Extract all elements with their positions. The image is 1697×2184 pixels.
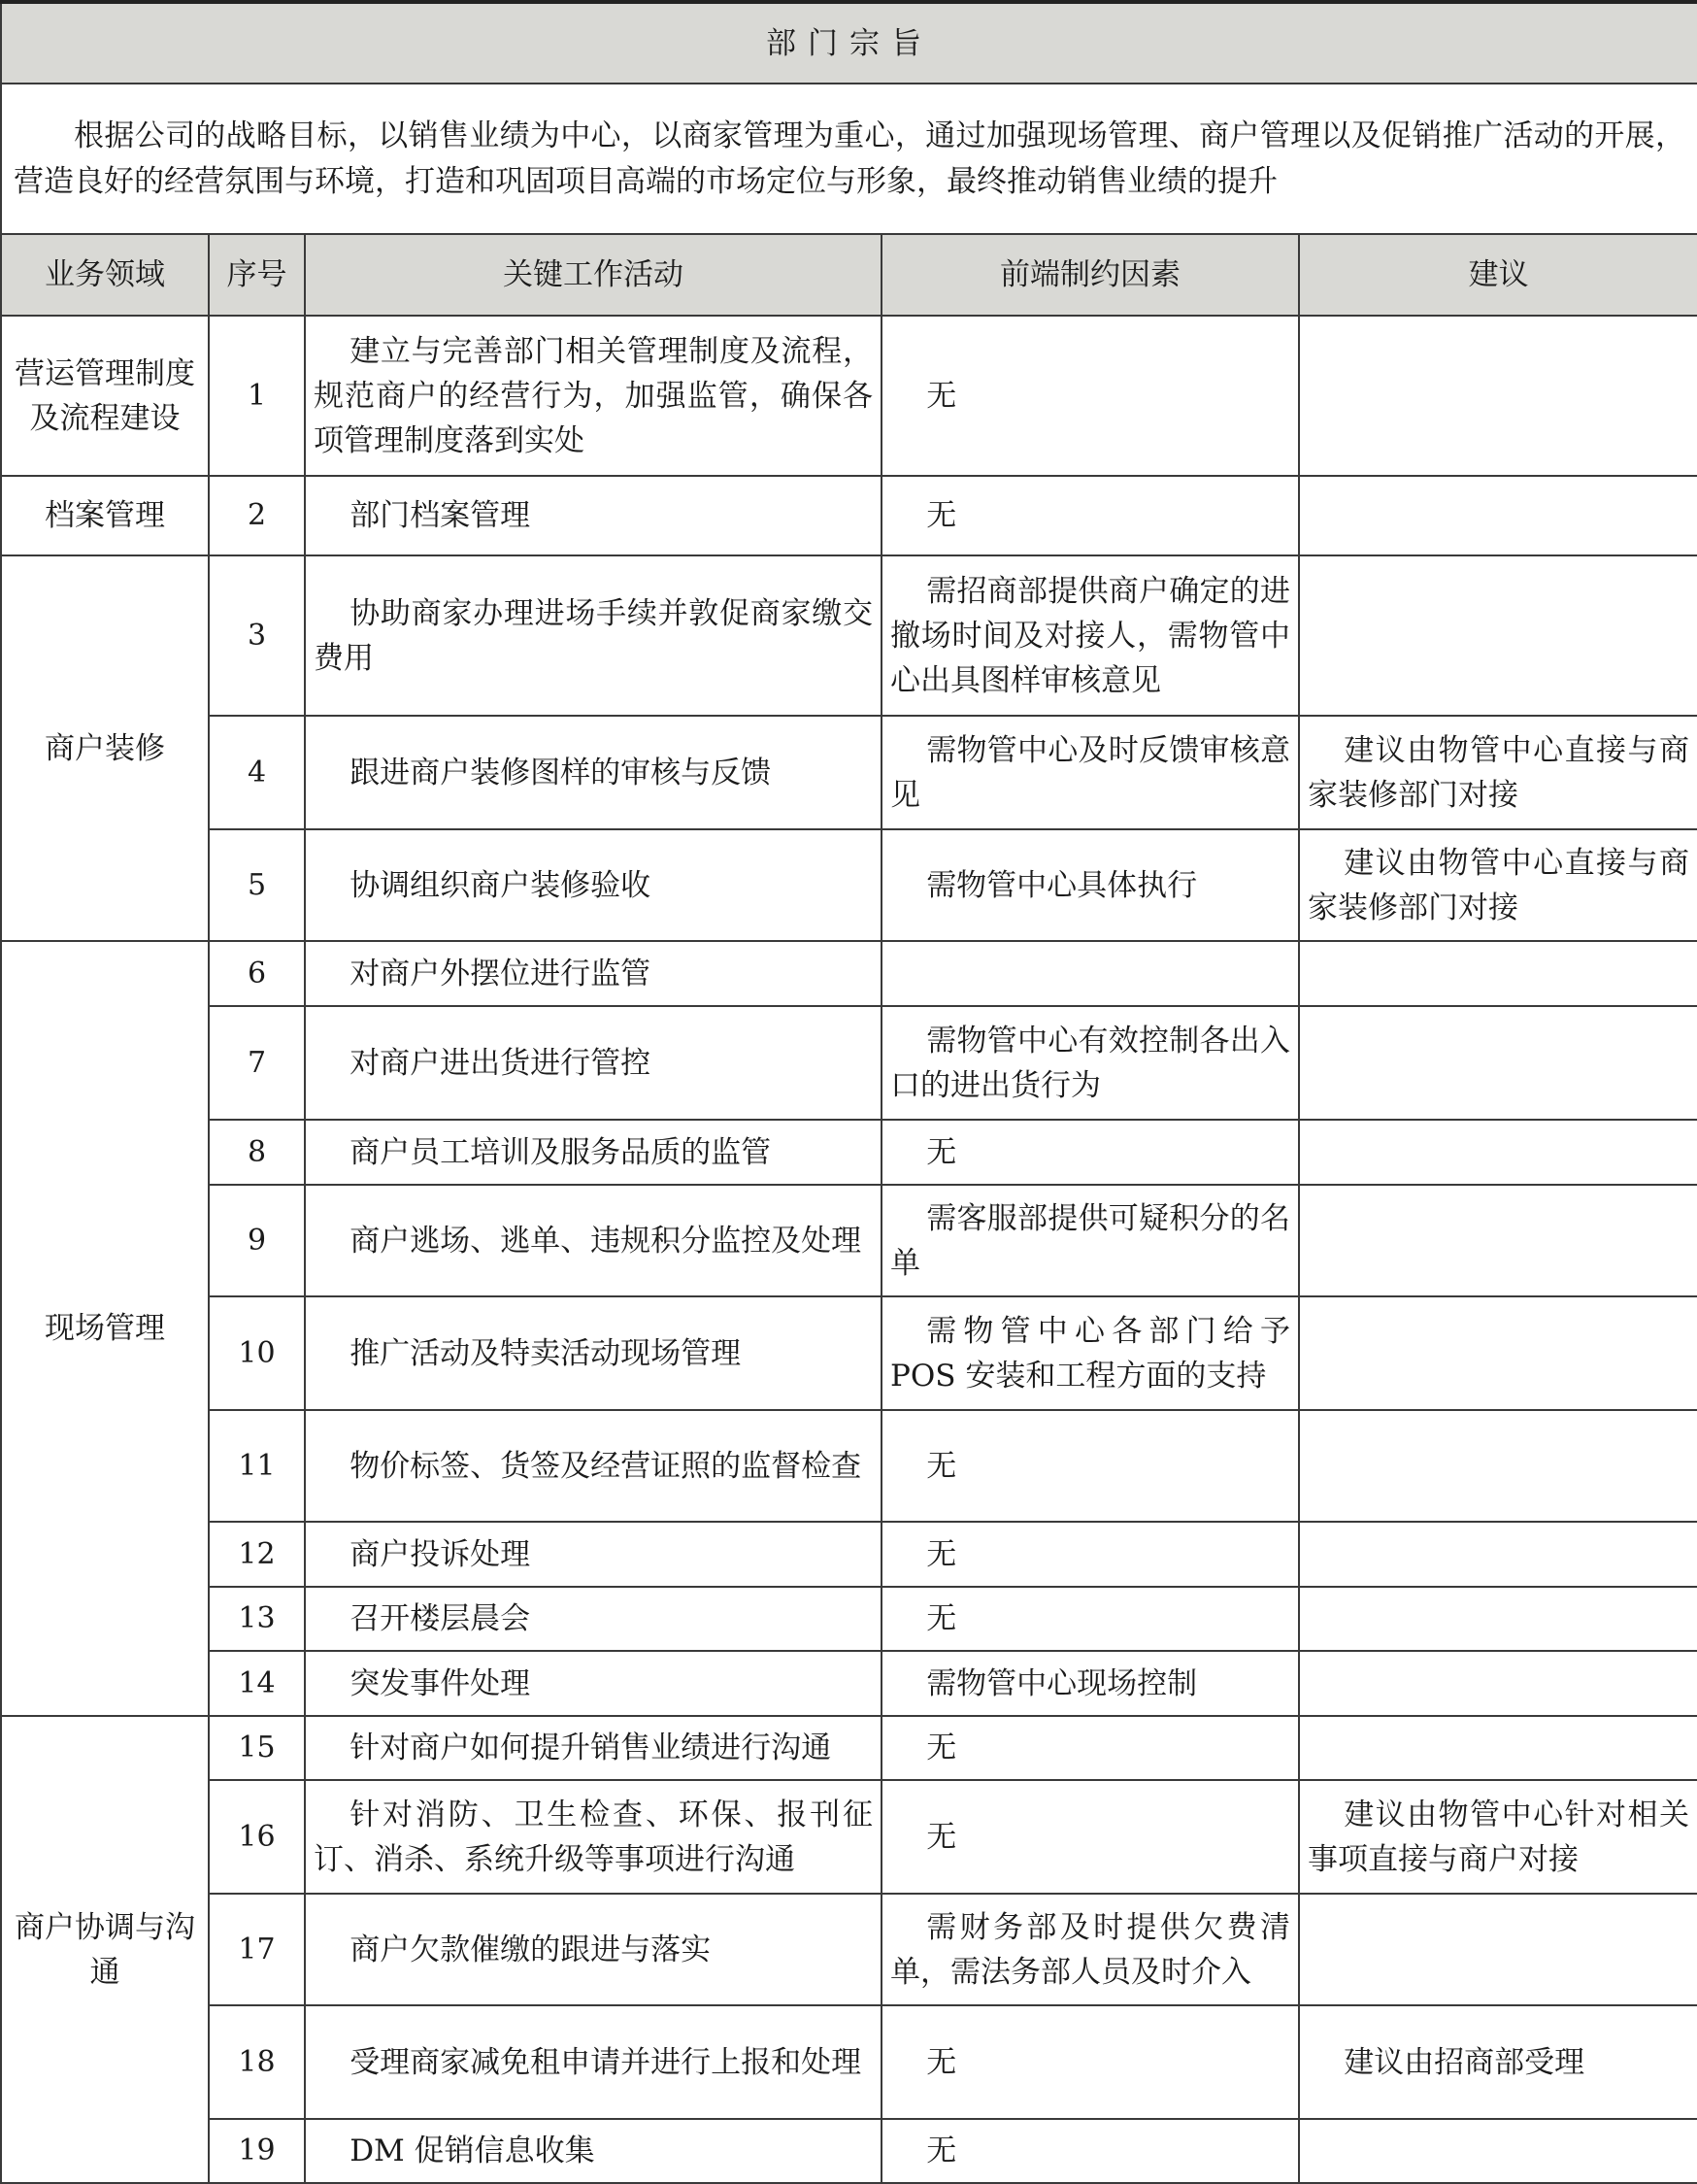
row-number: 13 bbox=[209, 1587, 305, 1651]
table-row bbox=[1, 1410, 1697, 1522]
activity-cell: 针对商户如何提升销售业绩进行沟通 bbox=[305, 1716, 882, 1780]
table-row bbox=[1, 476, 1697, 555]
activity-cell: 召开楼层晨会 bbox=[305, 1587, 882, 1651]
table-row bbox=[1, 1894, 1697, 2005]
page-title: 部门宗旨 bbox=[1, 2, 1697, 84]
row-number: 12 bbox=[209, 1522, 305, 1587]
row-number: 15 bbox=[209, 1716, 305, 1780]
area-cell: 现场管理 bbox=[1, 941, 209, 1716]
constraint-cell: 需物管中心有效控制各出入口的进出货行为 bbox=[882, 1006, 1299, 1120]
row-number: 5 bbox=[209, 829, 305, 941]
suggestion-cell: 建议由招商部受理 bbox=[1299, 2005, 1697, 2119]
activity-cell: 建立与完善部门相关管理制度及流程，规范商户的经营行为，加强监管，确保各项管理制度落到实处 bbox=[305, 316, 882, 476]
table-row bbox=[1, 716, 1697, 829]
table-row bbox=[1, 1120, 1697, 1185]
constraint-cell: 无 bbox=[882, 1120, 1299, 1185]
suggestion-cell bbox=[1299, 1006, 1697, 1120]
constraint-cell: 需物管中心及时反馈审核意见 bbox=[882, 716, 1299, 829]
suggestion-cell: 建议由物管中心直接与商家装修部门对接 bbox=[1299, 829, 1697, 941]
table-row bbox=[1, 1780, 1697, 1894]
table-row bbox=[1, 1522, 1697, 1587]
row-number: 2 bbox=[209, 476, 305, 555]
header-area: 业务领域 bbox=[1, 234, 209, 316]
suggestion-cell bbox=[1299, 1716, 1697, 1780]
suggestion-cell bbox=[1299, 1410, 1697, 1522]
constraint-cell: 需物管中心各部门给予POS 安装和工程方面的支持 bbox=[882, 1296, 1299, 1410]
table-row bbox=[1, 1651, 1697, 1716]
suggestion-cell: 建议由物管中心针对相关事项直接与商户对接 bbox=[1299, 1780, 1697, 1894]
suggestion-cell bbox=[1299, 1522, 1697, 1587]
activity-cell: 跟进商户装修图样的审核与反馈 bbox=[305, 716, 882, 829]
header-suggestion: 建议 bbox=[1299, 234, 1697, 316]
suggestion-cell bbox=[1299, 1587, 1697, 1651]
table-row bbox=[1, 2119, 1697, 2183]
constraint-cell: 需物管中心具体执行 bbox=[882, 829, 1299, 941]
row-number: 19 bbox=[209, 2119, 305, 2183]
activity-cell: 商户逃场、逃单、违规积分监控及处理 bbox=[305, 1185, 882, 1296]
row-number: 1 bbox=[209, 316, 305, 476]
table-row bbox=[1, 1185, 1697, 1296]
header-no: 序号 bbox=[209, 234, 305, 316]
constraint-cell: 无 bbox=[882, 1522, 1299, 1587]
area-cell: 商户装修 bbox=[1, 555, 209, 941]
constraint-cell bbox=[882, 941, 1299, 1006]
constraint-cell: 需招商部提供商户确定的进撤场时间及对接人，需物管中心出具图样审核意见 bbox=[882, 555, 1299, 716]
table-row bbox=[1, 1006, 1697, 1120]
activity-cell: 商户投诉处理 bbox=[305, 1522, 882, 1587]
table-row bbox=[1, 555, 1697, 716]
activity-cell: 协调组织商户装修验收 bbox=[305, 829, 882, 941]
row-number: 17 bbox=[209, 1894, 305, 2005]
row-number: 11 bbox=[209, 1410, 305, 1522]
row-number: 16 bbox=[209, 1780, 305, 1894]
title-row bbox=[1, 2, 1697, 84]
header-activity: 关键工作活动 bbox=[305, 234, 882, 316]
suggestion-cell bbox=[1299, 316, 1697, 476]
activity-cell: 物价标签、货签及经营证照的监督检查 bbox=[305, 1410, 882, 1522]
constraint-cell: 无 bbox=[882, 476, 1299, 555]
constraint-cell: 无 bbox=[882, 2005, 1299, 2119]
suggestion-cell bbox=[1299, 941, 1697, 1006]
table-row bbox=[1, 829, 1697, 941]
row-number: 3 bbox=[209, 555, 305, 716]
table-row bbox=[1, 316, 1697, 476]
row-number: 14 bbox=[209, 1651, 305, 1716]
constraint-cell: 需财务部及时提供欠费清单，需法务部人员及时介入 bbox=[882, 1894, 1299, 2005]
row-number: 7 bbox=[209, 1006, 305, 1120]
activity-cell: 受理商家减免租申请并进行上报和处理 bbox=[305, 2005, 882, 2119]
constraint-cell: 需物管中心现场控制 bbox=[882, 1651, 1299, 1716]
table-row bbox=[1, 941, 1697, 1006]
row-number: 9 bbox=[209, 1185, 305, 1296]
suggestion-cell bbox=[1299, 1296, 1697, 1410]
area-cell: 营运管理制度及流程建设 bbox=[1, 316, 209, 476]
mission-row bbox=[1, 84, 1697, 234]
table-row bbox=[1, 2005, 1697, 2119]
header-constraint: 前端制约因素 bbox=[882, 234, 1299, 316]
suggestion-cell bbox=[1299, 476, 1697, 555]
row-number: 6 bbox=[209, 941, 305, 1006]
activity-cell: 部门档案管理 bbox=[305, 476, 882, 555]
activity-cell: 突发事件处理 bbox=[305, 1651, 882, 1716]
row-number: 18 bbox=[209, 2005, 305, 2119]
mission-text: 根据公司的战略目标，以销售业绩为中心，以商家管理为重心，通过加强现场管理、商户管理以及促销推广活动的开展，营造良好的经营氛围与环境，打造和巩固项目高端的市场定位与形象，最终推动销售业绩的提升 bbox=[1, 84, 1697, 234]
suggestion-cell bbox=[1299, 1651, 1697, 1716]
suggestion-cell bbox=[1299, 2119, 1697, 2183]
constraint-cell: 无 bbox=[882, 316, 1299, 476]
constraint-cell: 无 bbox=[882, 1410, 1299, 1522]
header-row bbox=[1, 234, 1697, 316]
row-number: 8 bbox=[209, 1120, 305, 1185]
activity-cell: 协助商家办理进场手续并敦促商家缴交费用 bbox=[305, 555, 882, 716]
table-row bbox=[1, 1716, 1697, 1780]
activity-cell: 对商户进出货进行管控 bbox=[305, 1006, 882, 1120]
constraint-cell: 需客服部提供可疑积分的名单 bbox=[882, 1185, 1299, 1296]
activity-cell: 对商户外摆位进行监管 bbox=[305, 941, 882, 1006]
activity-cell: 商户员工培训及服务品质的监管 bbox=[305, 1120, 882, 1185]
table-row bbox=[1, 1296, 1697, 1410]
row-number: 10 bbox=[209, 1296, 305, 1410]
activity-cell: 商户欠款催缴的跟进与落实 bbox=[305, 1894, 882, 2005]
suggestion-cell: 建议由物管中心直接与商家装修部门对接 bbox=[1299, 716, 1697, 829]
constraint-cell: 无 bbox=[882, 1780, 1299, 1894]
row-number: 4 bbox=[209, 716, 305, 829]
constraint-cell: 无 bbox=[882, 1587, 1299, 1651]
suggestion-cell bbox=[1299, 1120, 1697, 1185]
table-row bbox=[1, 1587, 1697, 1651]
area-cell: 商户协调与沟通 bbox=[1, 1716, 209, 2183]
activity-cell: 推广活动及特卖活动现场管理 bbox=[305, 1296, 882, 1410]
suggestion-cell bbox=[1299, 1894, 1697, 2005]
activity-cell: 针对消防、卫生检查、环保、报刊征订、消杀、系统升级等事项进行沟通 bbox=[305, 1780, 882, 1894]
constraint-cell: 无 bbox=[882, 2119, 1299, 2183]
suggestion-cell bbox=[1299, 555, 1697, 716]
area-cell: 档案管理 bbox=[1, 476, 209, 555]
activity-cell: DM 促销信息收集 bbox=[305, 2119, 882, 2183]
suggestion-cell bbox=[1299, 1185, 1697, 1296]
constraint-cell: 无 bbox=[882, 1716, 1299, 1780]
